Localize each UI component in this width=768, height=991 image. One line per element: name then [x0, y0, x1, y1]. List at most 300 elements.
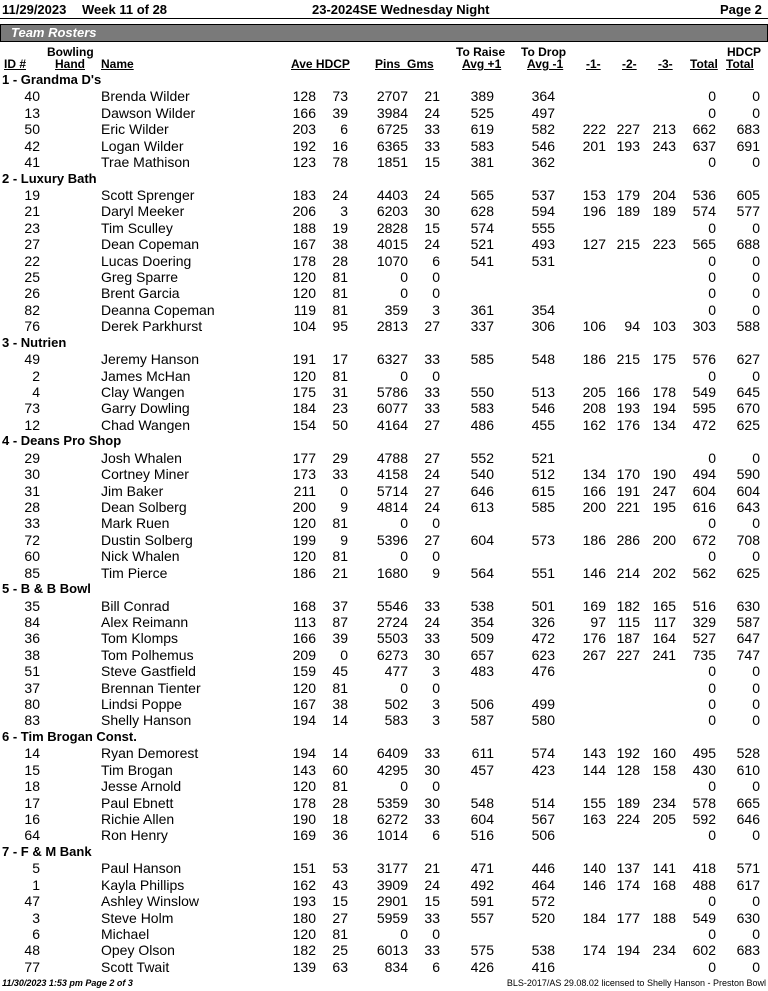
bowler-games: 15 — [424, 154, 440, 171]
col-avg-minus: Avg -1 — [527, 57, 564, 71]
game1-score: 155 — [582, 794, 606, 811]
team-name: 7 - F & M Bank — [2, 843, 92, 859]
bowler-average: 154 — [292, 416, 316, 433]
game1-score: 169 — [582, 597, 606, 614]
game3-score: 204 — [652, 186, 676, 203]
game3-score: 234 — [652, 794, 676, 811]
bowler-games: 30 — [424, 761, 440, 778]
series-total: 303 — [692, 318, 716, 335]
bowler-id: 25 — [24, 269, 40, 286]
table-row — [0, 663, 768, 679]
bowler-handicap: 17 — [332, 351, 348, 368]
bowler-games: 0 — [432, 548, 440, 565]
to-drop-value: 455 — [531, 416, 555, 433]
bowler-name: Ron Henry — [101, 827, 168, 844]
table-row — [0, 384, 768, 400]
bowler-average: 178 — [292, 252, 316, 269]
bowler-id: 23 — [24, 219, 40, 236]
game1-score: 134 — [582, 466, 606, 483]
bowler-games: 30 — [424, 794, 440, 811]
to-drop-value: 506 — [531, 827, 555, 844]
series-total: 0 — [708, 696, 716, 713]
bowler-name: Logan Wilder — [101, 137, 184, 154]
bowler-games: 27 — [424, 449, 440, 466]
bowler-average: 120 — [292, 285, 316, 302]
to-raise-value: 492 — [470, 876, 494, 893]
table-row — [0, 778, 768, 794]
bowler-id: 26 — [24, 285, 40, 302]
to-drop-value: 493 — [531, 236, 555, 253]
bowler-pins: 6273 — [376, 646, 408, 663]
series-total: 562 — [692, 564, 716, 581]
to-drop-value: 546 — [531, 400, 555, 417]
bowler-games: 24 — [424, 613, 440, 630]
bowler-games: 24 — [424, 236, 440, 253]
bowler-pins: 6409 — [376, 745, 408, 762]
table-row — [0, 680, 768, 696]
handicap-total: 0 — [752, 679, 760, 696]
bowler-games: 27 — [424, 531, 440, 548]
to-drop-value: 537 — [531, 186, 555, 203]
bowler-id: 82 — [24, 301, 40, 318]
to-raise-value: 575 — [470, 942, 494, 959]
bowler-name: Tom Klomps — [101, 630, 179, 647]
bowler-games: 0 — [432, 925, 440, 942]
series-total: 616 — [692, 498, 716, 515]
bowler-handicap: 15 — [332, 893, 348, 910]
bowler-games: 24 — [424, 104, 440, 121]
to-raise-value: 381 — [470, 154, 494, 171]
bowler-pins: 4403 — [376, 186, 408, 203]
bowler-handicap: 60 — [332, 761, 348, 778]
to-raise-value: 583 — [470, 137, 494, 154]
bowler-handicap: 81 — [332, 515, 348, 532]
to-raise-value: 337 — [470, 318, 494, 335]
table-row — [0, 483, 768, 499]
game1-score: 208 — [582, 400, 606, 417]
bowler-name: Garry Dowling — [101, 400, 190, 417]
series-total: 0 — [708, 925, 716, 942]
bowler-id: 33 — [24, 515, 40, 532]
handicap-total: 587 — [736, 613, 760, 630]
handicap-total: 0 — [752, 104, 760, 121]
report-date: 11/29/2023 — [2, 2, 67, 17]
bowler-handicap: 81 — [332, 778, 348, 795]
bowler-pins: 5396 — [376, 531, 408, 548]
series-total: 0 — [708, 548, 716, 565]
game1-score: 146 — [582, 876, 606, 893]
bowler-name: Kayla Phillips — [101, 876, 185, 893]
bowler-average: 194 — [292, 712, 316, 729]
to-drop-value: 546 — [531, 137, 555, 154]
bowler-id: 6 — [32, 925, 40, 942]
handicap-total: 0 — [752, 301, 760, 318]
bowler-pins: 6365 — [376, 137, 408, 154]
bowler-games: 3 — [432, 712, 440, 729]
bowler-games: 33 — [424, 137, 440, 154]
bowler-handicap: 31 — [332, 384, 348, 401]
bowler-games: 33 — [424, 745, 440, 762]
bowler-name: Cortney Miner — [101, 466, 189, 483]
handicap-total: 0 — [752, 367, 760, 384]
game3-score: 103 — [652, 318, 676, 335]
bowler-handicap: 95 — [332, 318, 348, 335]
bowler-id: 77 — [24, 958, 40, 975]
bowler-name: Steve Gastfield — [101, 663, 196, 680]
bowler-name: Jeremy Hanson — [101, 351, 200, 368]
bowler-handicap: 87 — [332, 613, 348, 630]
handicap-total: 0 — [752, 827, 760, 844]
game2-score: 227 — [616, 646, 640, 663]
handicap-total: 683 — [736, 121, 760, 138]
bowler-handicap: 0 — [340, 482, 348, 499]
bowler-pins: 5786 — [376, 384, 408, 401]
series-total: 430 — [692, 761, 716, 778]
series-total: 576 — [692, 351, 716, 368]
handicap-total: 708 — [736, 531, 760, 548]
handicap-total: 691 — [736, 137, 760, 154]
bowler-name: Lindsi Poppe — [101, 696, 182, 713]
table-row — [0, 614, 768, 630]
handicap-total: 646 — [736, 810, 760, 827]
game3-score: 202 — [652, 564, 676, 581]
series-total: 494 — [692, 466, 716, 483]
game1-score: 184 — [582, 909, 606, 926]
series-total: 574 — [692, 203, 716, 220]
license-note: BLS-2017/AS 29.08.02 licensed to Shelly Hanson - Preston Bowl — [506, 978, 766, 988]
bowler-average: 123 — [292, 154, 316, 171]
series-total: 527 — [692, 630, 716, 647]
game2-score: 215 — [616, 351, 640, 368]
to-drop-value: 497 — [531, 104, 555, 121]
team-header — [0, 72, 768, 88]
bowler-id: 14 — [24, 745, 40, 762]
handicap-total: 577 — [736, 203, 760, 220]
bowler-average: 177 — [292, 449, 316, 466]
bowler-games: 21 — [424, 860, 440, 877]
game1-score: 176 — [582, 630, 606, 647]
bowler-handicap: 28 — [332, 794, 348, 811]
bowler-id: 60 — [24, 548, 40, 565]
team-header — [0, 335, 768, 351]
game3-score: 160 — [652, 745, 676, 762]
bowler-name: Trae Mathison — [101, 154, 190, 171]
bowler-pins: 6725 — [376, 121, 408, 138]
bowler-handicap: 53 — [332, 860, 348, 877]
bowler-average: 167 — [292, 696, 316, 713]
to-drop-value: 531 — [531, 252, 555, 269]
table-row — [0, 351, 768, 367]
bowler-handicap: 14 — [332, 745, 348, 762]
bowler-name: Scott Sprenger — [101, 186, 195, 203]
table-row — [0, 893, 768, 909]
handicap-total: 0 — [752, 449, 760, 466]
game2-score: 215 — [616, 236, 640, 253]
bowler-pins: 0 — [400, 285, 408, 302]
bowler-name: Paul Ebnett — [101, 794, 174, 811]
game2-score: 115 — [617, 613, 640, 630]
bowler-id: 35 — [24, 597, 40, 614]
bowler-name: Dawson Wilder — [101, 104, 196, 121]
to-drop-value: 615 — [531, 482, 555, 499]
bowler-pins: 6077 — [376, 400, 408, 417]
bowler-pins: 1014 — [376, 827, 408, 844]
bowler-id: 41 — [24, 154, 40, 171]
to-drop-value: 512 — [531, 466, 555, 483]
bowler-handicap: 0 — [340, 646, 348, 663]
bowler-handicap: 73 — [332, 88, 348, 105]
col-hdcp-total: Total — [726, 57, 754, 71]
bowler-average: 113 — [293, 613, 316, 630]
table-row — [0, 450, 768, 466]
to-drop-value: 521 — [531, 449, 555, 466]
col-id: ID # — [4, 57, 27, 71]
team-name: 3 - Nutrien — [2, 334, 67, 350]
bowler-average: 168 — [292, 597, 316, 614]
bowler-average: 199 — [292, 531, 316, 548]
to-raise-value: 540 — [470, 466, 494, 483]
handicap-total: 617 — [736, 876, 760, 893]
table-row — [0, 860, 768, 876]
series-total: 329 — [692, 613, 716, 630]
game3-score: 223 — [652, 236, 676, 253]
game1-score: 186 — [582, 351, 606, 368]
bowler-handicap: 63 — [332, 958, 348, 975]
series-total: 565 — [692, 236, 716, 253]
bowler-id: 37 — [24, 679, 40, 696]
table-row — [0, 499, 768, 515]
handicap-total: 630 — [736, 909, 760, 926]
series-total: 0 — [708, 104, 716, 121]
bowler-name: James McHan — [101, 367, 191, 384]
bowler-handicap: 50 — [332, 416, 348, 433]
bowler-handicap: 37 — [332, 597, 348, 614]
bowler-name: Tim Brogan — [101, 761, 173, 778]
bowler-handicap: 21 — [332, 564, 348, 581]
series-total: 549 — [692, 384, 716, 401]
series-total: 735 — [692, 646, 716, 663]
bowler-handicap: 39 — [332, 104, 348, 121]
bowler-games: 33 — [424, 400, 440, 417]
bowler-games: 33 — [424, 810, 440, 827]
to-raise-value: 585 — [470, 351, 494, 368]
bowler-id: 1 — [32, 876, 40, 893]
bowler-id: 85 — [24, 564, 40, 581]
bowler-name: Richie Allen — [101, 810, 175, 827]
series-total: 662 — [692, 121, 716, 138]
game1-score: 97 — [590, 613, 606, 630]
to-drop-value: 548 — [531, 351, 555, 368]
bowler-handicap: 81 — [332, 679, 348, 696]
bowler-pins: 4295 — [376, 761, 408, 778]
bowler-pins: 5714 — [376, 482, 408, 499]
game2-score: 94 — [624, 318, 640, 335]
to-drop-value: 501 — [531, 597, 555, 614]
series-total: 0 — [708, 219, 716, 236]
bowler-games: 33 — [424, 630, 440, 647]
bowler-handicap: 16 — [332, 137, 348, 154]
bowler-pins: 6327 — [376, 351, 408, 368]
game2-score: 189 — [616, 794, 640, 811]
to-raise-value: 552 — [470, 449, 494, 466]
game1-score: 153 — [582, 186, 606, 203]
handicap-total: 0 — [752, 154, 760, 171]
to-drop-value: 326 — [531, 613, 555, 630]
bowler-handicap: 24 — [332, 186, 348, 203]
bowler-average: 193 — [292, 893, 316, 910]
table-row — [0, 154, 768, 170]
col-game3: -3- — [658, 57, 673, 71]
to-drop-value: 416 — [531, 958, 555, 975]
bowler-pins: 2707 — [376, 88, 408, 105]
bowler-handicap: 45 — [332, 663, 348, 680]
bowler-handicap: 29 — [332, 449, 348, 466]
bowler-average: 183 — [292, 186, 316, 203]
to-raise-value: 564 — [470, 564, 494, 581]
game3-score: 234 — [652, 942, 676, 959]
bowler-pins: 0 — [400, 925, 408, 942]
game2-score: 224 — [616, 810, 640, 827]
bowler-pins: 4164 — [376, 416, 408, 433]
bowler-name: Dean Copeman — [101, 236, 200, 253]
league-name: 23-2024SE Wednesday Night — [312, 2, 490, 17]
game1-score: 144 — [582, 761, 606, 778]
bowler-id: 4 — [32, 384, 40, 401]
game3-score: 117 — [653, 613, 676, 630]
bowler-average: 119 — [293, 301, 316, 318]
bowler-games: 27 — [424, 416, 440, 433]
to-drop-value: 499 — [531, 696, 555, 713]
series-total: 0 — [708, 958, 716, 975]
bowler-games: 33 — [424, 597, 440, 614]
bowler-pins: 4015 — [376, 236, 408, 253]
series-total: 0 — [708, 285, 716, 302]
game3-score: 178 — [652, 384, 676, 401]
bowler-games: 30 — [424, 646, 440, 663]
to-raise-value: 565 — [470, 186, 494, 203]
to-raise-value: 354 — [470, 613, 494, 630]
bowler-average: 128 — [292, 88, 316, 105]
table-row — [0, 368, 768, 384]
bowler-name: Shelly Hanson — [101, 712, 192, 729]
game3-score: 190 — [652, 466, 676, 483]
team-name: 2 - Luxury Bath — [2, 170, 97, 186]
game3-score: 158 — [652, 761, 676, 778]
roster-table — [0, 72, 768, 975]
bowler-average: 120 — [292, 778, 316, 795]
bowler-pins: 5546 — [376, 597, 408, 614]
to-drop-value: 476 — [531, 663, 555, 680]
series-total: 0 — [708, 893, 716, 910]
bowler-name: Scott Twait — [101, 958, 170, 975]
bowler-handicap: 18 — [332, 810, 348, 827]
bowler-pins: 4158 — [376, 466, 408, 483]
game2-score: 176 — [616, 416, 640, 433]
bowler-pins: 6272 — [376, 810, 408, 827]
game1-score: 127 — [582, 236, 606, 253]
bowler-average: 166 — [292, 104, 316, 121]
to-raise-value: 591 — [470, 893, 494, 910]
table-row — [0, 203, 768, 219]
game1-score: 163 — [582, 810, 606, 827]
handicap-total: 0 — [752, 712, 760, 729]
bowler-id: 50 — [24, 121, 40, 138]
bowler-pins: 6203 — [376, 203, 408, 220]
bowler-handicap: 81 — [332, 548, 348, 565]
to-drop-value: 623 — [531, 646, 555, 663]
bowler-id: 48 — [24, 942, 40, 959]
bowler-average: 206 — [292, 203, 316, 220]
to-raise-value: 628 — [470, 203, 494, 220]
table-row — [0, 647, 768, 663]
table-row — [0, 138, 768, 154]
bowler-average: 200 — [292, 498, 316, 515]
game1-score: 106 — [582, 318, 606, 335]
bowler-average: 191 — [292, 351, 316, 368]
bowler-pins: 583 — [384, 712, 408, 729]
bowler-average: 169 — [292, 827, 316, 844]
bowler-average: 188 — [292, 219, 316, 236]
game1-score: 267 — [582, 646, 606, 663]
bowler-games: 27 — [424, 318, 440, 335]
bowler-average: 104 — [292, 318, 316, 335]
to-drop-value: 585 — [531, 498, 555, 515]
bowler-games: 33 — [424, 351, 440, 368]
to-raise-value: 506 — [470, 696, 494, 713]
bowler-pins: 1070 — [376, 252, 408, 269]
bowler-id: 2 — [32, 367, 40, 384]
table-row — [0, 466, 768, 482]
to-drop-value: 573 — [531, 531, 555, 548]
to-drop-value: 555 — [531, 219, 555, 236]
game3-score: 195 — [652, 498, 676, 515]
handicap-total: 0 — [752, 925, 760, 942]
bowler-name: Chad Wangen — [101, 416, 190, 433]
bowler-name: Tom Polhemus — [101, 646, 194, 663]
col-ave-hdcp: Ave HDCP — [291, 57, 350, 71]
bowler-games: 9 — [432, 564, 440, 581]
bowler-name: Ashley Winslow — [101, 893, 200, 910]
bowler-handicap: 39 — [332, 630, 348, 647]
table-row — [0, 811, 768, 827]
bowler-id: 64 — [24, 827, 40, 844]
handicap-total: 630 — [736, 597, 760, 614]
game3-score: 175 — [652, 351, 676, 368]
bowler-games: 27 — [424, 482, 440, 499]
game2-score: 170 — [616, 466, 640, 483]
bowler-pins: 0 — [400, 367, 408, 384]
bowler-pins: 0 — [400, 548, 408, 565]
bowler-id: 83 — [24, 712, 40, 729]
handicap-total: 0 — [752, 663, 760, 680]
bowler-id: 5 — [32, 860, 40, 877]
to-raise-value: 611 — [471, 745, 494, 762]
bowler-pins: 3177 — [376, 860, 408, 877]
bowler-games: 15 — [424, 219, 440, 236]
section-title: Team Rosters — [11, 25, 97, 40]
bowler-games: 0 — [432, 679, 440, 696]
to-drop-value: 306 — [531, 318, 555, 335]
series-total: 472 — [692, 416, 716, 433]
game3-score: 141 — [652, 860, 676, 877]
series-total: 578 — [692, 794, 716, 811]
game1-score: 205 — [582, 384, 606, 401]
bowler-id: 36 — [24, 630, 40, 647]
bowler-pins: 3909 — [376, 876, 408, 893]
page-header — [0, 0, 768, 18]
bowler-handicap: 25 — [332, 942, 348, 959]
bowler-pins: 0 — [400, 679, 408, 696]
